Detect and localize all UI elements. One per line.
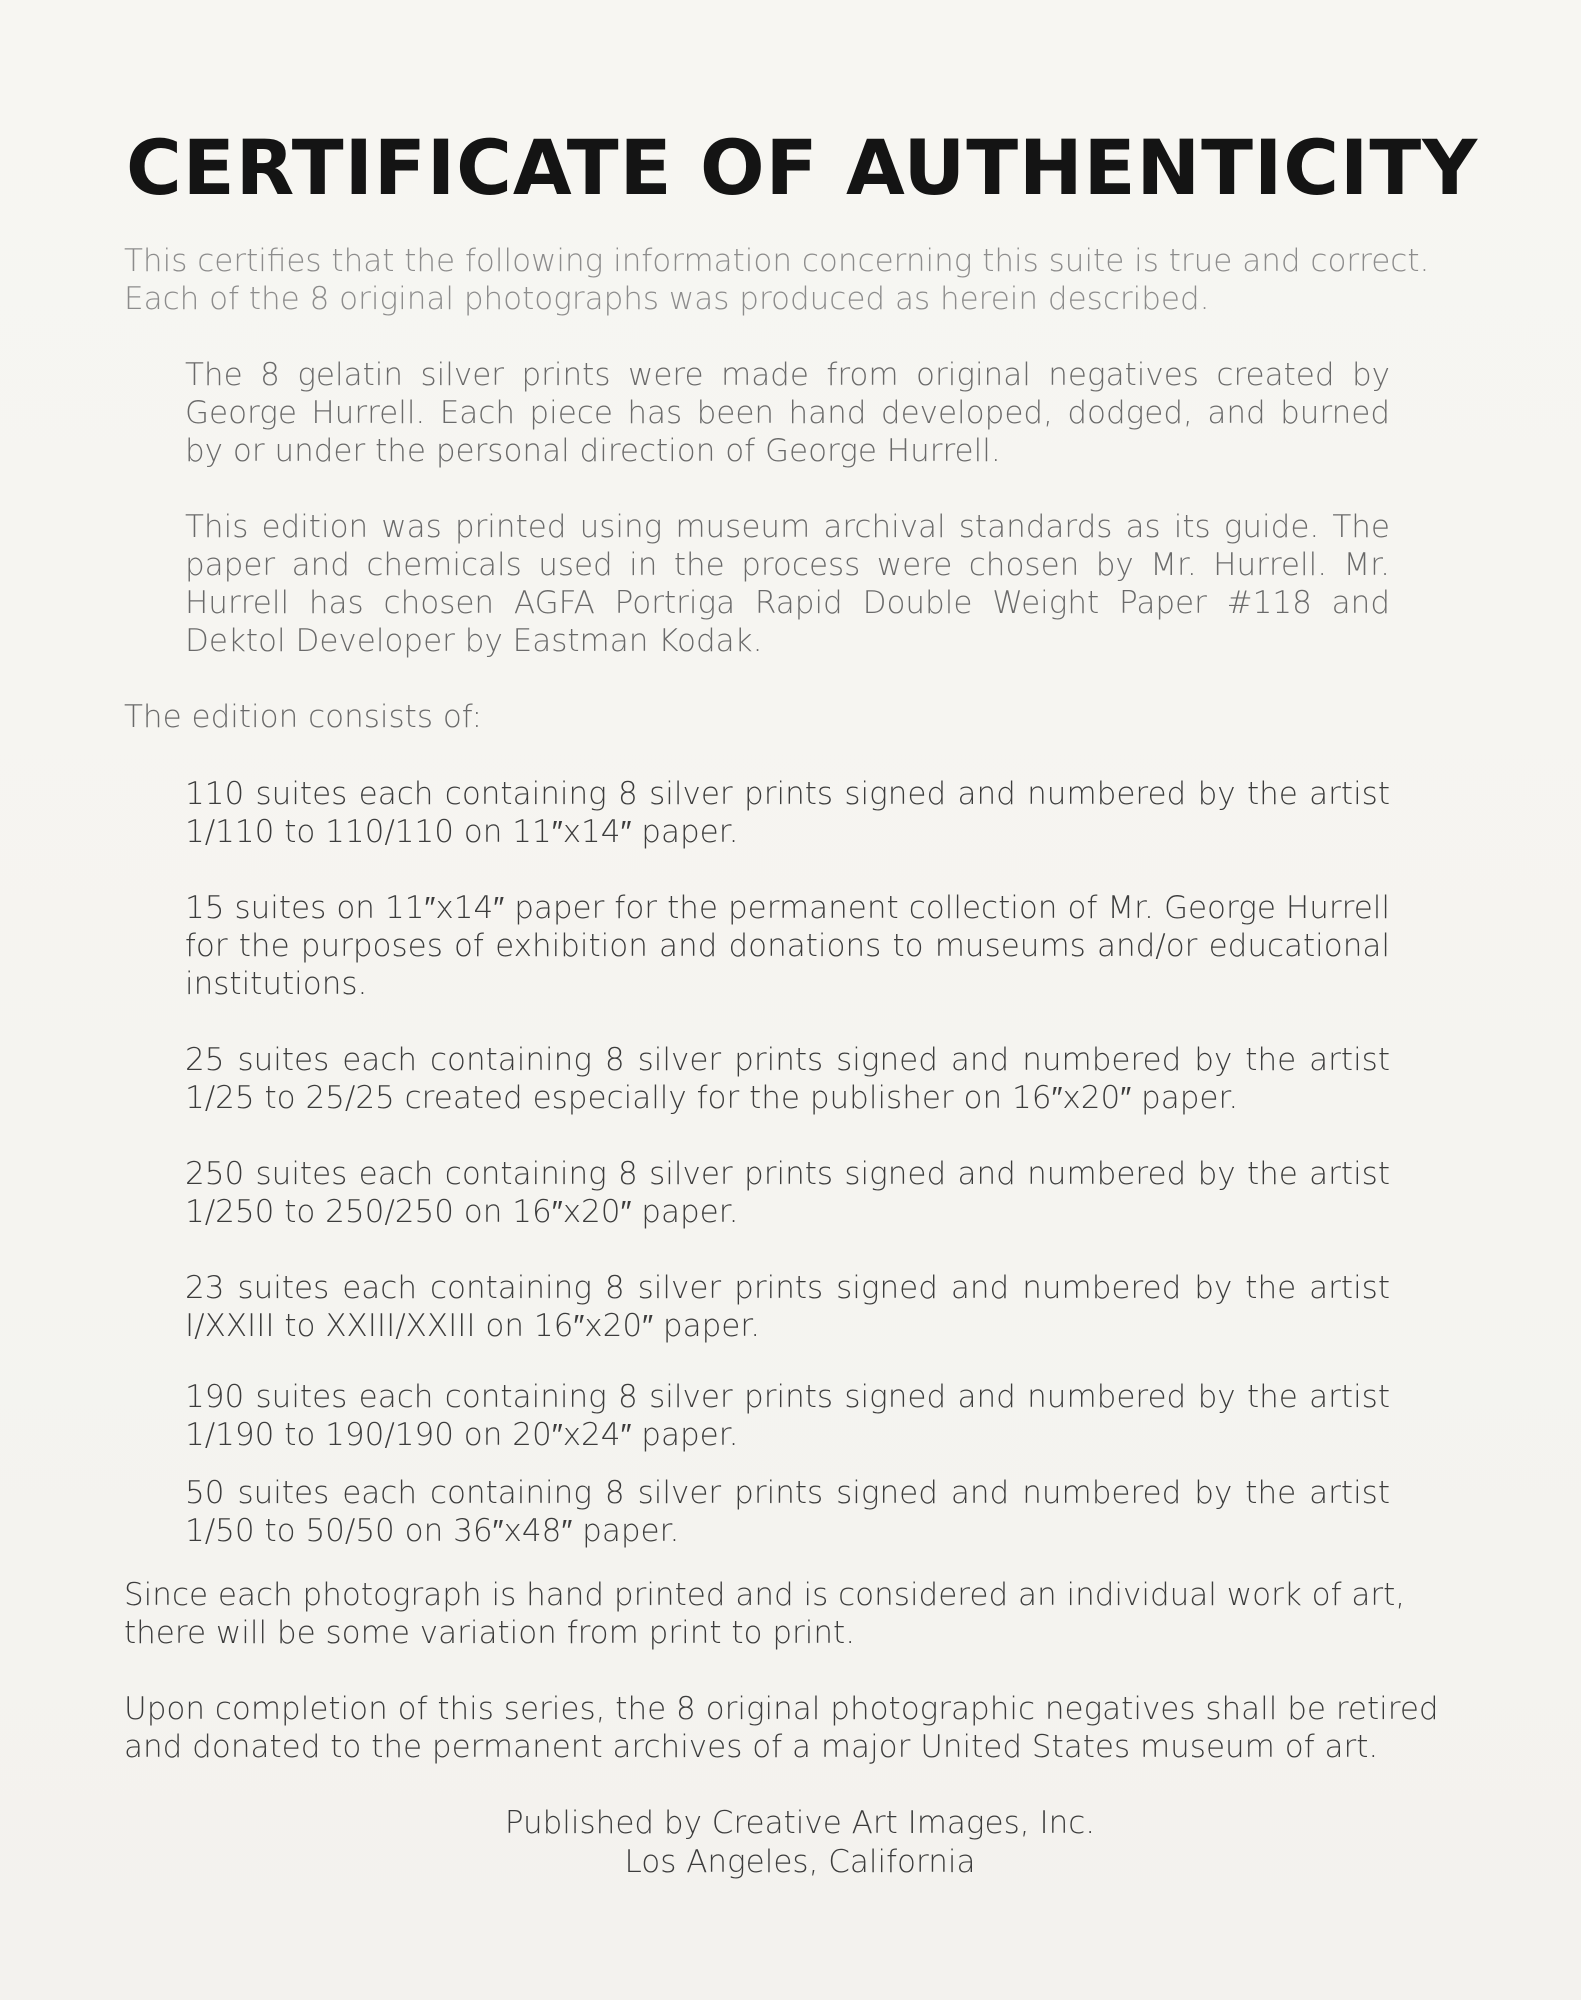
edition-item: 50 suites each containing 8 silver prints signed and numbered by the artist 1/50 to 50/50 on 36″x48″ paper. <box>185 1475 1390 1549</box>
certificate-title: CERTIFICATE OF AUTHENTICITY <box>126 123 1479 212</box>
edition-standards-paragraph: This edition was printed using museum archival standards as its guide. The paper and chemicals used in the process were chosen by Mr. Hurrell. Mr. Hurrell has chosen AGFA Portriga Rapid Double Weight Paper #118 and Dektol Developer by Eastman Kodak. <box>185 509 1390 659</box>
publisher-name: Published by Creative Art Images, Inc. <box>504 1805 1096 1841</box>
variation-note: Since each photograph is hand printed and is considered an individual work of art, there will be some variation from print to print. <box>124 1577 1406 1651</box>
retirement-note: Upon completion of this series, the 8 original photographic negatives shall be retired and donated to the permanent archives of a major United States museum of art. <box>124 1691 1439 1765</box>
edition-item: 250 suites each containing 8 silver prints signed and numbered by the artist 1/250 to 250/250 on 16″x20″ paper. <box>185 1156 1390 1230</box>
edition-item: 23 suites each containing 8 silver prints signed and numbered by the artist I/XXIII to XXIII/XXIII on 16″x20″ paper. <box>185 1270 1390 1344</box>
edition-item: 190 suites each containing 8 silver prints signed and numbered by the artist 1/190 to 190/190 on 20″x24″ paper. <box>185 1379 1390 1453</box>
edition-heading: The edition consists of: <box>124 699 483 735</box>
intro-paragraph: This certifies that the following information concerning this suite is true and correct. Each of the 8 original photographs was produced as herein described. <box>124 243 1430 317</box>
edition-item: 15 suites on 11″x14″ paper for the permanent collection of Mr. George Hurrell for the purposes of exhibition and donations to museums and/or educational institutions. <box>185 890 1390 1002</box>
publisher-location: Los Angeles, California <box>624 1844 976 1880</box>
edition-item: 25 suites each containing 8 silver prints signed and numbered by the artist 1/25 to 25/25 created especially for the publisher on 16″x20″ paper. <box>185 1042 1390 1116</box>
edition-item: 110 suites each containing 8 silver prints signed and numbered by the artist 1/110 to 110/110 on 11″x14″ paper. <box>185 776 1390 850</box>
prints-paragraph: The 8 gelatin silver prints were made from original negatives created by George Hurrell. Each piece has been hand developed, dodged, and burned by or under the personal direction of George Hurrell. <box>185 357 1390 469</box>
